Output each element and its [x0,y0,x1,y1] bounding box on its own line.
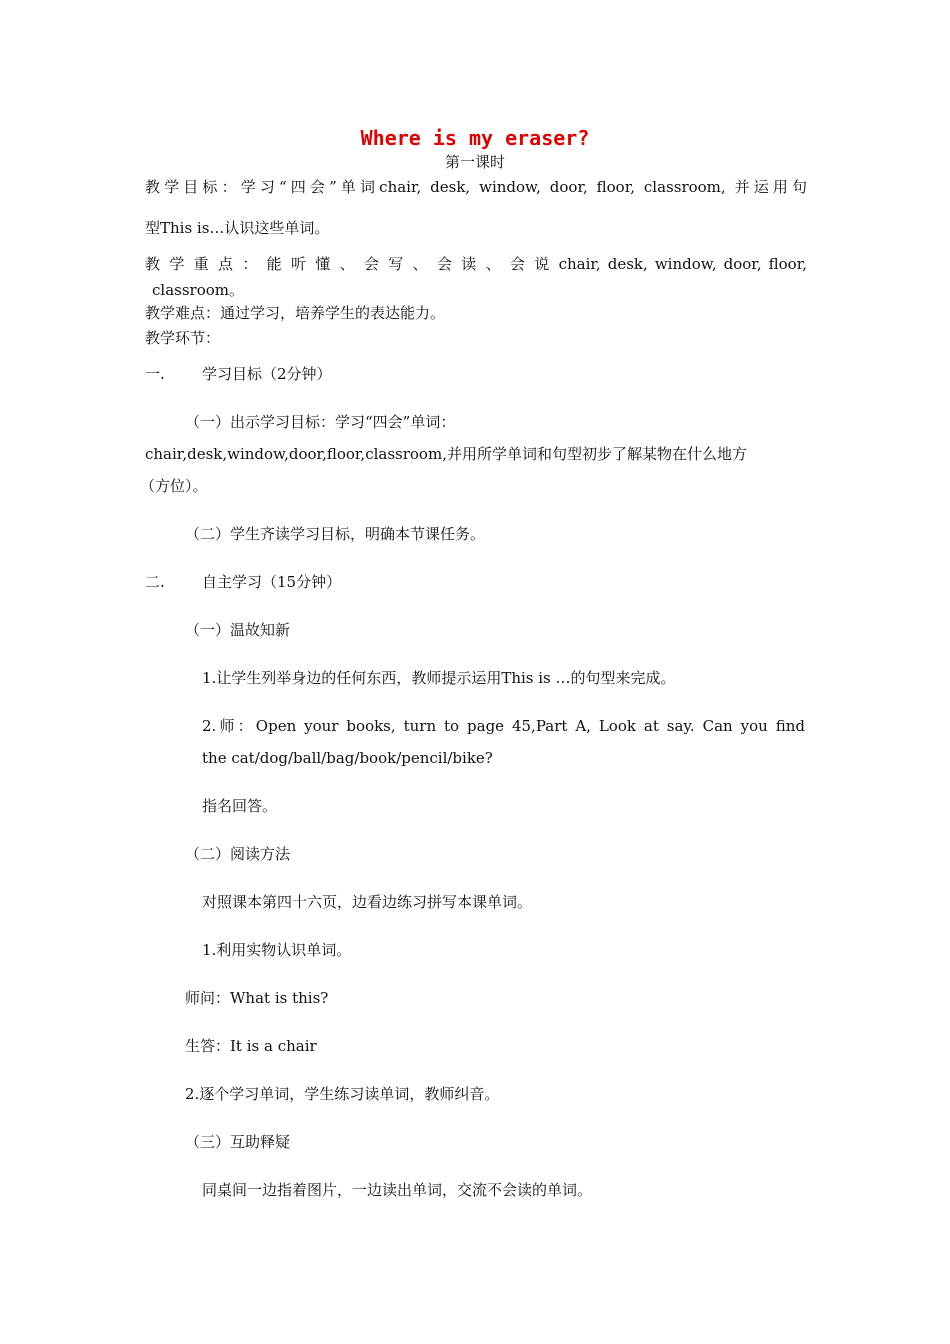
document-title: Where is my eraser? [360,126,590,150]
section-1-number: 一. [145,365,165,383]
section-2-b-item-2: 2.逐个学习单词，学生练习读单词，教师纠音。 [185,1085,500,1103]
section-1-title: 学习目标（2分钟） [202,365,332,383]
section-2-a-item-1: 1.让学生列举身边的任何东西，教师提示运用This is …的句型来完成。 [202,669,676,687]
section-1-a-words: chair,desk,window,door,floor,classroom,并用所学单词和句型初步了解某物在什么地方 [145,445,747,463]
section-1-a-tail: （方位）。 [140,477,208,495]
steps-label: 教学环节： [145,329,221,347]
section-2-a-item-2-line-2: the cat/dog/ball/bag/book/pencil/bike? [202,749,493,767]
key-points-line-1: 教 学 重 点 ： 能 听 懂 、 会 写 、 会 读 、 会 说 chair, desk, window, door, floor, [145,255,807,273]
section-2-b-intro: 对照课本第四十六页，边看边练习拼写本课单词。 [202,893,533,911]
section-2-a: （一）温故知新 [185,621,291,639]
lesson-subtitle: 第一课时 [444,153,505,171]
section-1-b: （二）学生齐读学习目标，明确本节课任务。 [185,525,486,543]
section-2-title: 自主学习（15分钟） [202,573,342,591]
section-2-number: 二. [145,573,165,591]
section-2-a-item-2-line-1: 2.师：Open your books, turn to page 45,Part A, Look at say. Can you find [202,717,805,735]
section-2-b-item-1: 1.利用实物认识单词。 [202,941,352,959]
teacher-question: 师问：What is this? [185,989,329,1007]
student-answer: 生答：It is a chair [185,1037,317,1055]
section-1-a: （一）出示学习目标：学习“四会”单词： [185,413,456,431]
section-2-b: （二）阅读方法 [185,845,291,863]
difficulty-line: 教学难点：通过学习，培养学生的表达能力。 [145,304,446,322]
objective-line-1: 教学目标：学习“四会”单词chair, desk, window, door, floor, classroom, 并运用句 [145,178,807,196]
key-points-line-2: classroom。 [152,281,244,299]
section-2-c: （三）互助释疑 [185,1133,291,1151]
objective-line-2: 型This is…认识这些单词。 [145,219,330,237]
section-2-a-item-3: 指名回答。 [202,797,278,815]
section-2-c-item-1: 同桌间一边指着图片，一边读出单词，交流不会读的单词。 [202,1181,593,1199]
